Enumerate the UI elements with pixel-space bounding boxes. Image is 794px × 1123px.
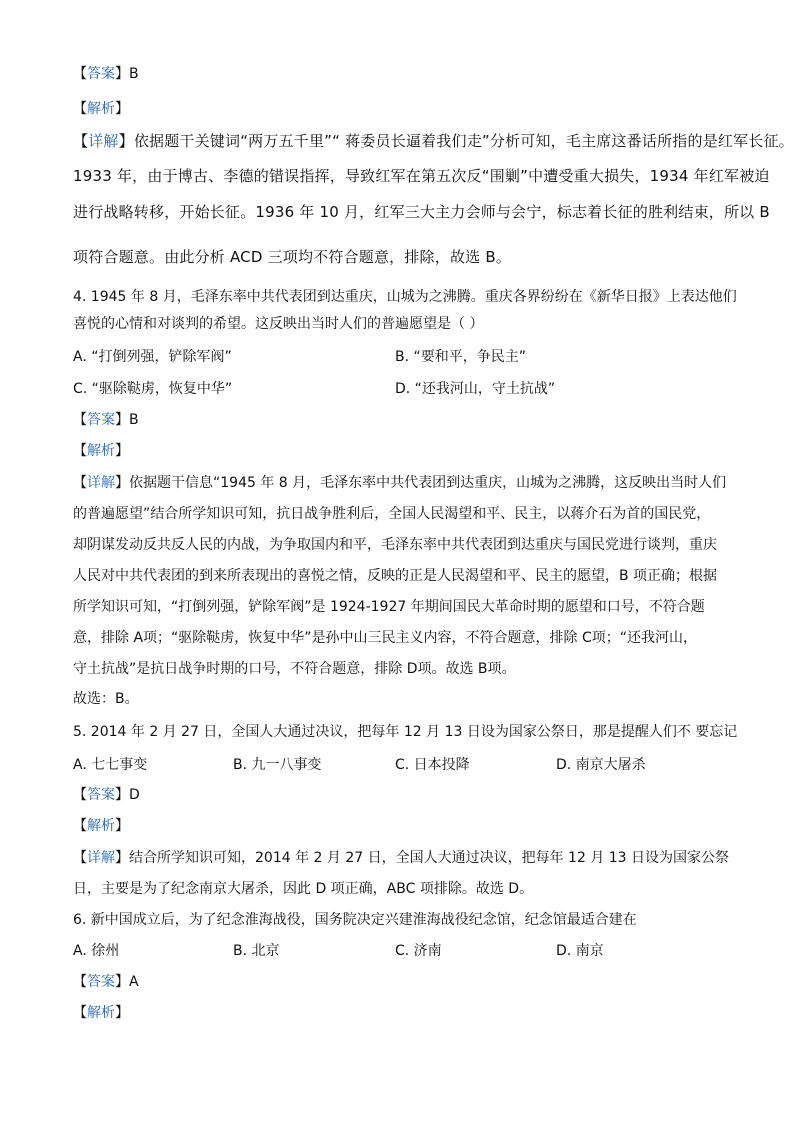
detail-line [73,131,794,151]
answer-value: D [129,787,140,803]
tag-bracket-close: 】 [115,787,129,803]
detail-text-line: 的普遍愿望”结合所学知识可知，抗日战争胜利后，全国人民渴望和平、民主，以蒋介石为首的国民党， [73,506,711,522]
tag-bracket-close: 】 [115,974,129,990]
tag-bracket-close: 】 [115,818,129,834]
detail-tag: 详解 [88,132,119,150]
analysis-tag: 解析 [87,443,115,459]
option-a: A. 七七事变 [73,757,148,773]
option-c: C. “驱除鞑虏，恢复中华” [73,381,233,397]
detail-text-line: 日，主要是为了纪念南京大屠杀，因此 D 项正确，ABC 项排除。故选 D。 [73,881,534,897]
tag-bracket-open: 【 [73,850,87,866]
analysis-tag: 解析 [87,818,115,834]
detail-tag: 详解 [87,475,115,491]
analysis-line [73,441,129,461]
tag-bracket-close: 】 [115,475,129,491]
tag-bracket-open: 【 [73,1005,87,1021]
detail-text-line: 人民对中共代表团的到来所表现出的喜悦之情，反映的正是人民渴望和平、民主的愿望，B 项正确；根据 [73,568,718,584]
answer-line [73,64,139,84]
question-stem: 5. 2014 年 2 月 27 日，全国人大通过决议，把每年 12 月 13 日设为国家公祭日，那是提醒人们不 要忘记 [73,724,738,740]
detail-text-line: 却阴谋发动反共反人民的内战，为争取国内和平，毛泽东率中共代表团到达重庆与国民党进行谈判，重庆 [73,537,717,553]
tag-bracket-open: 【 [73,101,87,117]
tag-bracket-close: 】 [115,443,129,459]
detail-text: 结合所学知识可知，2014 年 2 月 27 日，全国人大通过决议，把每年 12 月 13 日设为国家公祭 [129,850,730,866]
tag-bracket-close: 】 [115,101,129,117]
answer-value: B [129,412,139,428]
detail-text-line: 项符合题意。由此分析 ACD 三项均不符合题意，排除，故选 B。 [73,248,512,266]
answer-value: B [129,66,139,82]
answer-line [73,972,139,992]
answer-tag: 答案 [87,787,115,803]
analysis-tag: 解析 [87,1005,115,1021]
analysis-line [73,1003,129,1023]
tag-bracket-close: 】 [115,66,129,82]
detail-text: 依据题干关键词“两万五千里”“ 蒋委员长逼着我们走”分析可知，毛主席这番话所指的是红军长征。 [133,132,794,150]
tag-bracket-close: 】 [115,850,129,866]
option-a: A. “打倒列强，铲除军阀” [73,349,232,365]
tag-bracket-open: 【 [73,66,87,82]
option-d: D. 南京 [556,943,604,959]
detail-text-line: 1933 年，由于博古、李德的错误指挥，导致红军在第五次反“围剿”中遭受重大损失，1934 年红军被迫 [73,167,770,185]
conclusion-line: 故选：B。 [73,691,139,707]
tag-bracket-close: 】 [115,1005,129,1021]
tag-bracket-open: 【 [73,818,87,834]
tag-bracket-open: 【 [73,412,87,428]
tag-bracket-open: 【 [73,443,87,459]
tag-bracket-open: 【 [73,974,87,990]
answer-tag: 答案 [87,974,115,990]
option-b: B. 北京 [233,943,280,959]
question-stem: 4. 1945 年 8 月，毛泽东率中共代表团到达重庆，山城为之沸腾。重庆各界纷纷在《新华日报》上表达他们 [73,289,737,305]
detail-text-line: 进行战略转移，开始长征。1936 年 10 月，红军三大主力会师与会宁，标志着长征的胜利结束，所以 B [73,203,770,221]
answer-line [73,785,140,805]
option-d: D. “还我河山，守土抗战” [395,381,556,397]
detail-text-line: 守土抗战”是抗日战争时期的口号，不符合题意，排除 D项。故选 B项。 [73,661,516,677]
tag-bracket-close: 】 [115,412,129,428]
detail-text-line: 意，排除 A项；“驱除鞑虏，恢复中华”是孙中山三民主义内容，不符合题意，排除 C项；“还我河山， [73,630,698,646]
analysis-line [73,816,129,836]
detail-text: 依据题干信息“1945 年 8 月，毛泽东率中共代表团到达重庆，山城为之沸腾，这反映出当时人们 [129,475,727,491]
answer-line [73,410,139,430]
detail-line [73,848,729,868]
option-c: C. 济南 [395,943,442,959]
analysis-line [73,99,129,119]
question-stem: 喜悦的心情和对谈判的希望。这反映出当时人们的普遍愿望是（ ） [73,316,484,332]
tag-bracket-open: 【 [73,475,87,491]
answer-tag: 答案 [87,412,115,428]
option-a: A. 徐州 [73,943,120,959]
answer-tag: 答案 [87,66,115,82]
option-b: B. “要和平，争民主” [395,349,527,365]
option-d: D. 南京大屠杀 [556,757,646,773]
detail-line [73,473,726,493]
option-c: C. 日本投降 [395,757,470,773]
answer-value: A [129,974,139,990]
analysis-tag: 解析 [87,101,115,117]
tag-bracket-open: 【 [73,787,87,803]
tag-bracket-close: 】 [118,132,134,150]
option-b: B. 九一八事变 [233,757,322,773]
detail-text-line: 所学知识可知，“打倒列强，铲除军阀”是 1924-1927 年期间国民大革命时期的愿望和口号，不符合题 [73,599,705,615]
question-stem: 6. 新中国成立后，为了纪念淮海战役，国务院决定兴建淮海战役纪念馆，纪念馆最适合建在 [73,912,637,928]
tag-bracket-open: 【 [73,132,89,150]
detail-tag: 详解 [87,850,115,866]
